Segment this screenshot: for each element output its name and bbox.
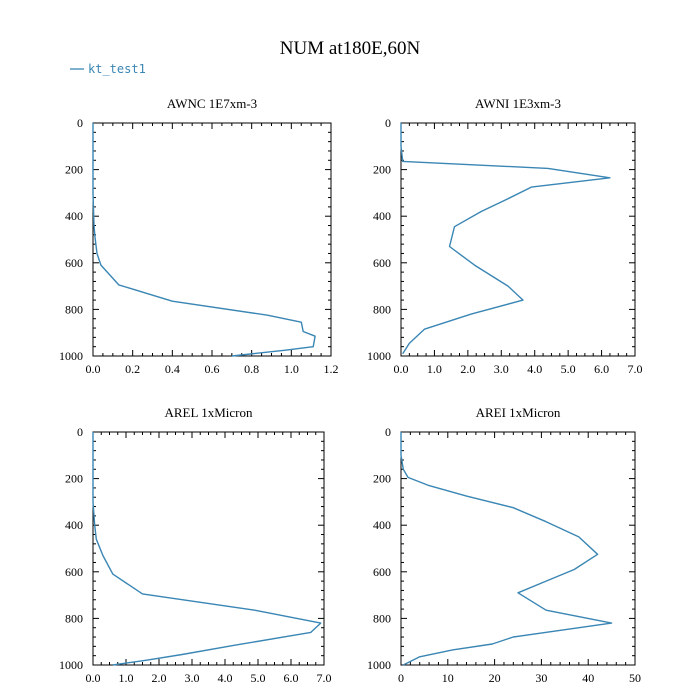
y-tick-label: 800 xyxy=(65,302,83,317)
x-tick-label: 7.0 xyxy=(316,671,332,685)
x-tick-label: 4.0 xyxy=(217,671,233,685)
x-tick-label: 0.8 xyxy=(244,362,260,376)
y-tick-label: 400 xyxy=(373,518,391,533)
x-tick-label: 20 xyxy=(488,671,501,685)
x-tick-label: 0.6 xyxy=(204,362,220,376)
chart-panel-3 xyxy=(59,405,332,685)
x-tick-label: 0 xyxy=(398,671,404,685)
y-tick-label: 800 xyxy=(65,611,83,626)
x-tick-label: 1.0 xyxy=(426,362,442,376)
y-tick-label: 0 xyxy=(77,425,83,439)
x-tick-label: 6.0 xyxy=(283,671,299,685)
y-tick-label: 1000 xyxy=(59,349,83,363)
series-line xyxy=(93,123,315,356)
x-tick-label: 50 xyxy=(629,671,641,685)
series-line xyxy=(93,432,321,665)
x-tick-label: 5.0 xyxy=(250,671,266,685)
chart-panel-2 xyxy=(367,96,643,376)
panel-title: AREL 1xMicron xyxy=(164,405,253,420)
y-tick-label: 600 xyxy=(65,255,83,270)
x-tick-label: 1.2 xyxy=(323,362,339,376)
plot-frame xyxy=(401,432,635,665)
x-tick-label: 7.0 xyxy=(627,362,643,376)
y-tick-label: 400 xyxy=(65,209,83,224)
y-tick-label: 800 xyxy=(373,302,391,317)
y-tick-label: 0 xyxy=(385,116,391,130)
y-tick-label: 600 xyxy=(65,564,83,579)
x-tick-label: 30 xyxy=(535,671,548,685)
legend xyxy=(70,62,146,76)
plot-frame xyxy=(93,432,324,665)
y-tick-label: 600 xyxy=(373,255,391,270)
x-tick-label: 40 xyxy=(582,671,595,685)
y-tick-label: 200 xyxy=(65,162,83,177)
x-tick-label: 2.0 xyxy=(151,671,167,685)
y-tick-label: 200 xyxy=(65,471,83,486)
figure-title: NUM at180E,60N xyxy=(279,38,421,59)
x-tick-label: 0.0 xyxy=(393,362,409,376)
y-tick-label: 1000 xyxy=(367,349,391,363)
chart-panel-1 xyxy=(59,96,339,376)
x-tick-label: 4.0 xyxy=(527,362,543,376)
panel-title: AWNI 1E3xm-3 xyxy=(475,96,561,111)
series-line xyxy=(401,432,612,665)
y-tick-label: 1000 xyxy=(367,658,391,672)
y-tick-label: 400 xyxy=(65,518,83,533)
x-tick-label: 5.0 xyxy=(560,362,576,376)
legend-label: kt_test1 xyxy=(88,62,146,76)
panel-title: AWNC 1E7xm-3 xyxy=(166,96,258,111)
y-tick-label: 800 xyxy=(373,611,391,626)
chart-panel-4 xyxy=(367,405,641,685)
y-tick-label: 0 xyxy=(77,116,83,130)
x-tick-label: 0.2 xyxy=(125,362,141,376)
y-tick-label: 0 xyxy=(385,425,391,439)
x-tick-label: 0.0 xyxy=(85,362,101,376)
plot-frame xyxy=(401,123,635,356)
x-tick-label: 1.0 xyxy=(118,671,134,685)
y-tick-label: 200 xyxy=(373,471,391,486)
y-tick-label: 400 xyxy=(373,209,391,224)
panel-title: AREI 1xMicron xyxy=(475,405,561,420)
x-tick-label: 2.0 xyxy=(460,362,476,376)
x-tick-label: 0.0 xyxy=(85,671,101,685)
x-tick-label: 0.4 xyxy=(164,362,180,376)
x-tick-label: 1.0 xyxy=(283,362,299,376)
x-tick-label: 10 xyxy=(441,671,454,685)
y-tick-label: 1000 xyxy=(59,658,83,672)
x-tick-label: 3.0 xyxy=(493,362,509,376)
series-line xyxy=(401,123,610,354)
x-tick-label: 3.0 xyxy=(184,671,200,685)
y-tick-label: 200 xyxy=(373,162,391,177)
y-tick-label: 600 xyxy=(373,564,391,579)
x-tick-label: 6.0 xyxy=(594,362,610,376)
